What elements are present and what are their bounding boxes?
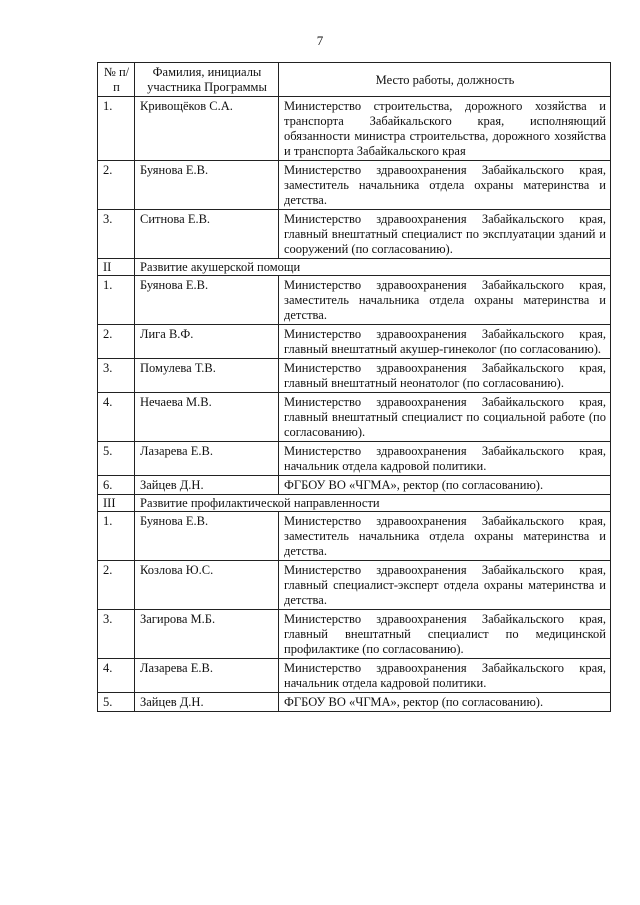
row-place: Министерство здравоохранения Забайкальского края, главный специалист-эксперт отдела охраны материнства и детства. (279, 561, 611, 610)
row-num: 4. (98, 659, 135, 693)
row-place: Министерство здравоохранения Забайкальского края, главный внештатный неонатолог (по согласованию). (279, 359, 611, 393)
section-num: II (98, 259, 135, 276)
row-place: Министерство здравоохранения Забайкальского края, начальник отдела кадровой политики. (279, 659, 611, 693)
row-name: Буянова Е.В. (135, 512, 279, 561)
section-row (98, 495, 611, 512)
row-name: Козлова Ю.С. (135, 561, 279, 610)
row-name: Лазарева Е.В. (135, 442, 279, 476)
row-name: Лазарева Е.В. (135, 659, 279, 693)
table-row (98, 359, 611, 393)
table-row (98, 161, 611, 210)
table-row (98, 476, 611, 495)
table-row (98, 610, 611, 659)
row-name: Зайцев Д.Н. (135, 693, 279, 712)
row-place: Министерство здравоохранения Забайкальского края, заместитель начальника отдела охраны материнства и детства. (279, 512, 611, 561)
row-place: Министерство здравоохранения Забайкальского края, главный внештатный специалист по эксплуатации зданий и сооружений (по согласованию). (279, 210, 611, 259)
row-place: Министерство здравоохранения Забайкальского края, главный внештатный специалист по медицинской профилактике (по согласованию). (279, 610, 611, 659)
row-num: 3. (98, 210, 135, 259)
row-name: Зайцев Д.Н. (135, 476, 279, 495)
row-place: Министерство здравоохранения Забайкальского края, заместитель начальника отдела охраны материнства и детства. (279, 161, 611, 210)
table-row (98, 512, 611, 561)
table-row (98, 442, 611, 476)
table-row (98, 561, 611, 610)
participants-table (97, 62, 611, 712)
row-num: 2. (98, 325, 135, 359)
table-row (98, 210, 611, 259)
table-row (98, 659, 611, 693)
section-title: Развитие акушерской помощи (135, 259, 611, 276)
table-row (98, 693, 611, 712)
row-num: 3. (98, 359, 135, 393)
table-row (98, 276, 611, 325)
section-title: Развитие профилактической направленности (135, 495, 611, 512)
table-row (98, 97, 611, 161)
row-place: Министерство здравоохранения Забайкальского края, главный внештатный специалист по социальной работе (по согласованию). (279, 393, 611, 442)
table-row (98, 393, 611, 442)
row-num: 2. (98, 561, 135, 610)
section-num: III (98, 495, 135, 512)
row-place: Министерство строительства, дорожного хозяйства и транспорта Забайкальского края, исполняющий обязанности министра строительства, дорожного хозяйства и транспорта Забайкальского края (279, 97, 611, 161)
row-place: ФГБОУ ВО «ЧГМА», ректор (по согласованию). (279, 693, 611, 712)
row-num: 1. (98, 276, 135, 325)
row-num: 4. (98, 393, 135, 442)
header-place: Место работы, должность (279, 63, 611, 97)
row-name: Ситнова Е.В. (135, 210, 279, 259)
row-name: Загирова М.Б. (135, 610, 279, 659)
row-name: Буянова Е.В. (135, 161, 279, 210)
section-row (98, 259, 611, 276)
row-name: Кривощёков С.А. (135, 97, 279, 161)
row-place: Министерство здравоохранения Забайкальского края, заместитель начальника отдела охраны материнства и детства. (279, 276, 611, 325)
row-num: 1. (98, 97, 135, 161)
row-num: 2. (98, 161, 135, 210)
header-num: № п/п (98, 63, 135, 97)
row-place: ФГБОУ ВО «ЧГМА», ректор (по согласованию). (279, 476, 611, 495)
row-num: 5. (98, 693, 135, 712)
row-place: Министерство здравоохранения Забайкальского края, главный внештатный акушер-гинеколог (по согласованию). (279, 325, 611, 359)
row-name: Лига В.Ф. (135, 325, 279, 359)
row-name: Буянова Е.В. (135, 276, 279, 325)
row-num: 5. (98, 442, 135, 476)
row-name: Помулева Т.В. (135, 359, 279, 393)
row-num: 6. (98, 476, 135, 495)
row-name: Нечаева М.В. (135, 393, 279, 442)
row-num: 3. (98, 610, 135, 659)
page-number: 7 (316, 33, 324, 48)
header-name: Фамилия, инициалы участника Программы (135, 63, 279, 97)
row-place: Министерство здравоохранения Забайкальского края, начальник отдела кадровой политики. (279, 442, 611, 476)
row-num: 1. (98, 512, 135, 561)
table-row (98, 325, 611, 359)
table-body (98, 97, 611, 712)
table-header-row (98, 63, 611, 97)
